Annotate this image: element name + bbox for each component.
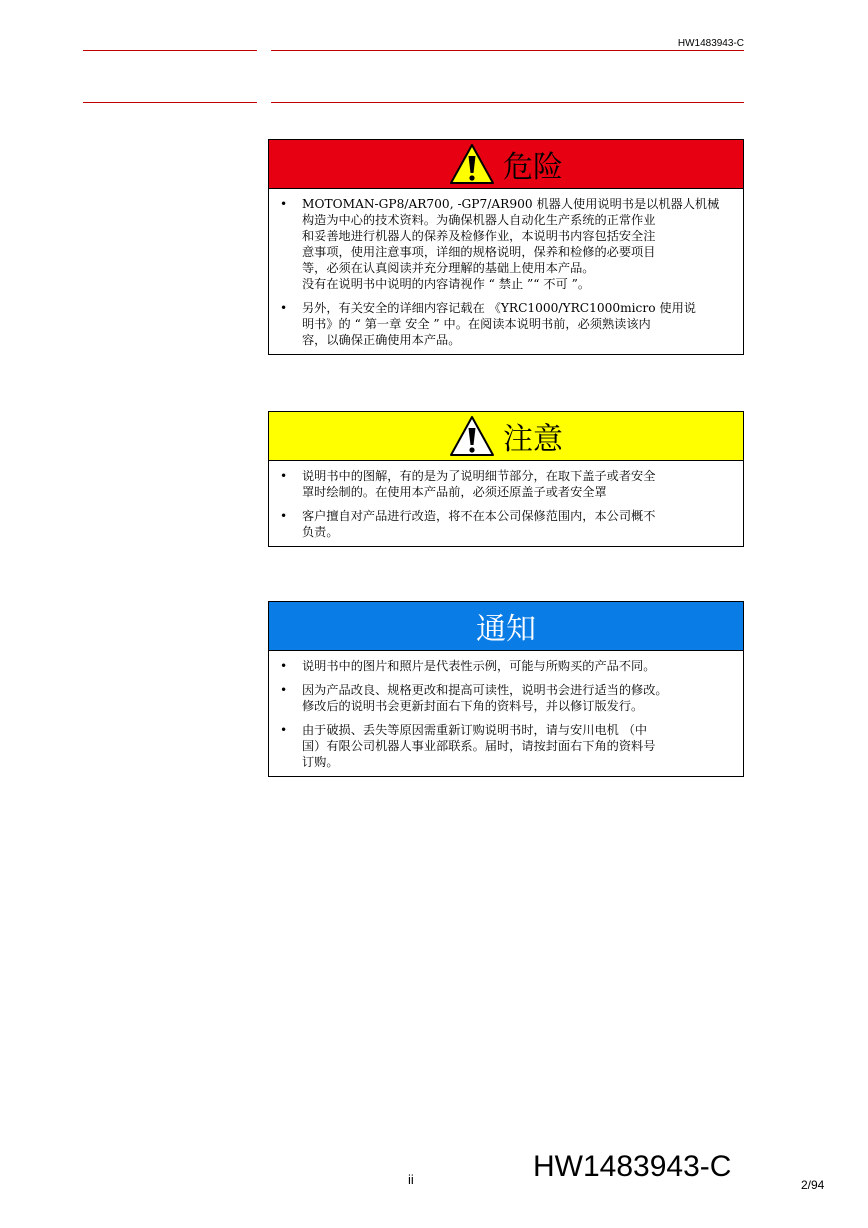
danger-item-1-line: 没有在说明书中说明的内容请视作 “ 禁止 ”“ 不可 ”。 — [302, 277, 591, 291]
notice-header — [269, 602, 743, 651]
notice-item-1-line: 说明书中的图片和照片是代表性示例，可能与所购买的产品不同。 — [302, 659, 656, 673]
notice-title: 通知 — [476, 612, 536, 647]
danger-box — [268, 139, 744, 355]
caution-item-2 — [279, 508, 731, 540]
bullet: • — [280, 301, 288, 315]
caution-box — [268, 411, 744, 547]
notice-item-1 — [279, 658, 731, 674]
notice-item-3 — [279, 722, 731, 770]
notice-item-2 — [279, 682, 731, 714]
warning-triangle-icon — [449, 143, 495, 185]
bullet: • — [280, 659, 288, 673]
danger-header — [269, 140, 743, 189]
caution-header — [269, 412, 743, 461]
danger-item-2-line: 另外，有关安全的详细内容记载在 《YRC1000/YRC1000micro 使用说 — [302, 301, 696, 315]
caution-body — [269, 461, 743, 546]
danger-item-1-line: 构造为中心的技术资料。为确保机器人自动化生产系统的正常作业 — [302, 213, 656, 227]
caution-item-2-line: 负责。 — [302, 525, 339, 539]
danger-body — [269, 189, 743, 354]
danger-item-1-line: MOTOMAN-GP8/AR700, -GP7/AR900 机器人使用说明书是以机器人机械 — [302, 197, 720, 211]
header-rule-top-left — [83, 50, 257, 51]
warning-triangle-icon — [449, 415, 495, 457]
bullet: • — [280, 723, 288, 737]
bullet: • — [280, 469, 288, 483]
danger-item-1 — [279, 196, 731, 292]
danger-item-2 — [279, 300, 731, 348]
caution-item-1-line: 说明书中的图解，有的是为了说明细节部分，在取下盖子或者安全 — [302, 469, 656, 483]
notice-item-3-line: 订购。 — [302, 755, 339, 769]
footer-page-number: ii — [408, 1172, 414, 1187]
notice-box — [268, 601, 744, 777]
header-rule-bottom-left — [83, 102, 257, 103]
caution-item-1 — [279, 468, 731, 500]
danger-item-1-line: 等，必须在认真阅读并充分理解的基础上使用本产品。 — [302, 261, 595, 275]
caution-title: 注意 — [503, 422, 563, 457]
notice-item-3-line: 国）有限公司机器人事业部联系。届时，请按封面右下角的资料号 — [302, 739, 656, 753]
notice-item-2-line: 因为产品改良、规格更改和提高可读性，说明书会进行适当的修改。 — [302, 683, 668, 697]
bullet: • — [280, 683, 288, 697]
header-rule-top-right — [271, 50, 744, 51]
notice-item-2-line: 修改后的说明书会更新封面右下角的资料号，并以修订版发行。 — [302, 699, 644, 713]
header-rule-bottom-right — [271, 102, 744, 103]
notice-body — [269, 651, 743, 776]
caution-item-1-line: 罩时绘制的。在使用本产品前，必须还原盖子或者安全罩 — [302, 485, 607, 499]
header-doc-code: HW1483943-C — [677, 38, 744, 49]
danger-item-2-line: 容，以确保正确使用本产品。 — [302, 333, 461, 347]
footer-doc-code: HW1483943-C — [533, 1150, 732, 1183]
caution-item-2-line: 客户擅自对产品进行改造，将不在本公司保修范围内，本公司概不 — [302, 509, 656, 523]
notice-item-3-line: 由于破损、丢失等原因需重新订购说明书时，请与安川电机 （中 — [302, 723, 648, 737]
danger-item-1-line: 意事项，使用注意事项，详细的规格说明，保养和检修的必要项目 — [302, 245, 656, 259]
bullet: • — [280, 509, 288, 523]
danger-item-1-line: 和妥善地进行机器人的保养及检修作业，本说明书内容包括安全注 — [302, 229, 656, 243]
danger-title: 危险 — [503, 150, 563, 185]
bullet: • — [280, 197, 288, 211]
footer-page-count: 2/94 — [801, 1178, 825, 1192]
danger-item-2-line: 明书》的 “ 第一章 安全 ” 中。在阅读本说明书前，必须熟读该内 — [302, 317, 651, 331]
